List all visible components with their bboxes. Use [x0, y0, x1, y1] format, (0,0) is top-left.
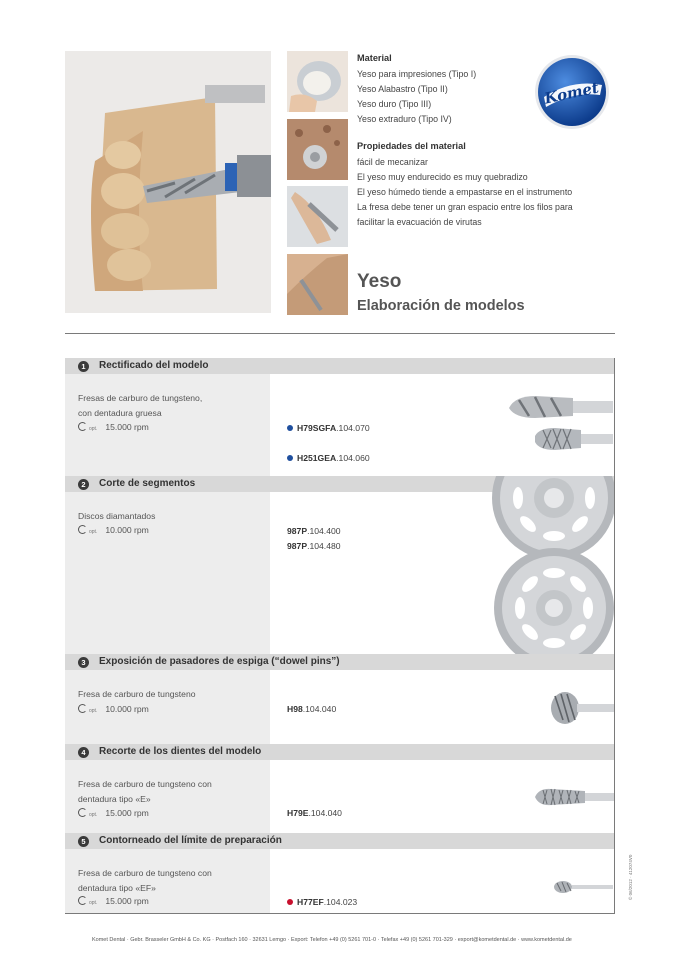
description-line: dentadura tipo «E»: [78, 794, 151, 804]
section-description: [78, 866, 268, 896]
description-line: Fresas de carburo de tungsteno,: [78, 393, 203, 403]
material-item: Yeso para impresiones (Tipo I): [357, 69, 477, 79]
section-corte: [65, 476, 615, 654]
footer-contact: Komet Dental · Gebr. Brasseler GmbH & Co. KG · Postfach 160 · 32631 Lemgo · Export: Telefon +49 (0) 5261 701-0 · Telefax +49 (0) 5261 701-329 · export@kometdental.de · www.kometdental.de: [92, 937, 572, 943]
bur-illustration: [553, 879, 613, 895]
product-code: H251GEA.104.060: [287, 453, 370, 463]
section-description: [78, 777, 268, 807]
section-border: [614, 358, 615, 476]
section-header: [65, 654, 615, 670]
diamond-disc-illustration: [490, 476, 615, 654]
section-header: [65, 358, 615, 374]
properties-list: [357, 155, 597, 230]
rpm-value: 10.000 rpm: [105, 704, 149, 714]
section-title: Corte de segmentos: [99, 478, 196, 489]
section-border: [614, 476, 615, 654]
section-info-panel: [65, 374, 270, 476]
print-code: © 06/2012 · 412074V0: [628, 854, 633, 900]
blue-dot-icon: [287, 455, 293, 461]
product-code: H79E.104.040: [287, 808, 342, 818]
description-line: Fresa de carburo de tungsteno: [78, 689, 196, 699]
property-item: El yeso muy endurecido es muy quebradizo: [357, 172, 528, 182]
rpm-value: 10.000 rpm: [105, 525, 149, 535]
rotation-icon: [78, 525, 87, 534]
page-title: Yeso: [357, 271, 402, 292]
section-rectificado: [65, 358, 615, 476]
rpm-value: 15.000 rpm: [105, 422, 149, 432]
blue-dot-icon: [287, 425, 293, 431]
property-item: La fresa debe tener un gran espacio entre los filos para: [357, 202, 573, 212]
material-heading: Material: [357, 53, 392, 63]
section-title: Exposición de pasadores de espiga (“dowel pins”): [99, 656, 340, 667]
material-list: [357, 67, 476, 127]
section-info-panel: [65, 760, 270, 833]
red-dot-icon: [287, 899, 293, 905]
bur-illustration: [547, 688, 615, 728]
rpm-info: opt. 15.000 rpm: [78, 896, 149, 906]
thumb-photo-trimming: [287, 186, 348, 247]
section-number: 2: [78, 479, 89, 490]
section-contorneado: [65, 833, 615, 913]
rotation-icon: [78, 896, 87, 905]
logo-text: Komet: [542, 78, 601, 108]
material-item: Yeso duro (Tipo III): [357, 99, 432, 109]
section-recorte: [65, 744, 615, 833]
page-subtitle: Elaboración de modelos: [357, 298, 525, 314]
section-description: [78, 509, 268, 524]
product-code: H77EF.104.023: [287, 897, 357, 907]
section-title: Contorneado del límite de preparación: [99, 835, 282, 846]
section-title: Recorte de los dientes del modelo: [99, 746, 262, 757]
description-line: Discos diamantados: [78, 511, 156, 521]
properties-heading: Propiedades del material: [357, 141, 466, 151]
rpm-value: 15.000 rpm: [105, 896, 149, 906]
description-line: Fresa de carburo de tungsteno con: [78, 868, 212, 878]
section-description: [78, 687, 268, 702]
section-info-panel: [65, 849, 270, 913]
thumb-photo-contouring: [287, 254, 348, 315]
section-info-panel: [65, 670, 270, 744]
section-header: [65, 833, 615, 849]
section-number: 1: [78, 361, 89, 372]
bur-illustration: [505, 388, 613, 460]
rpm-info: opt. 10.000 rpm: [78, 704, 149, 714]
section-header: [65, 744, 615, 760]
product-code: H79SGFA.104.070: [287, 423, 370, 433]
property-item: fácil de mecanizar: [357, 157, 428, 167]
product-code: 987P.104.400: [287, 526, 341, 536]
section-border: [614, 654, 615, 744]
property-item: facilitar la evacuación de virutas: [357, 217, 482, 227]
rotation-icon: [78, 422, 87, 431]
section-number: 3: [78, 657, 89, 668]
section-description: [78, 391, 268, 421]
rotation-icon: [78, 704, 87, 713]
rotation-icon: [78, 808, 87, 817]
thumb-photo-disc-cutting: [287, 119, 348, 180]
description-line: con dentadura gruesa: [78, 408, 162, 418]
material-item: Yeso Alabastro (Tipo II): [357, 84, 448, 94]
rpm-info: opt. 10.000 rpm: [78, 525, 149, 535]
section-number: 5: [78, 836, 89, 847]
section-border: [614, 744, 615, 833]
section-info-panel: [65, 492, 270, 654]
bur-illustration: [533, 784, 615, 810]
header-divider: [65, 333, 615, 334]
description-line: dentadura tipo «EF»: [78, 883, 156, 893]
section-number: 4: [78, 747, 89, 758]
material-item: Yeso extraduro (Tipo IV): [357, 114, 452, 124]
rpm-value: 15.000 rpm: [105, 808, 149, 818]
section-title: Rectificado del modelo: [99, 360, 209, 371]
description-line: Fresa de carburo de tungsteno con: [78, 779, 212, 789]
komet-logo: [530, 53, 615, 131]
product-code: 987P.104.480: [287, 541, 341, 551]
hero-photo-plaster-model: [65, 51, 271, 313]
rpm-info: opt. 15.000 rpm: [78, 808, 149, 818]
rpm-info: opt. 15.000 rpm: [78, 422, 149, 432]
property-item: El yeso húmedo tiende a empastarse en el instrumento: [357, 187, 573, 197]
section-exposicion: [65, 654, 615, 744]
product-code: H98.104.040: [287, 704, 337, 714]
section-border: [614, 833, 615, 913]
thumb-photo-mixing-plaster: [287, 51, 348, 112]
footer-divider: [65, 913, 615, 914]
